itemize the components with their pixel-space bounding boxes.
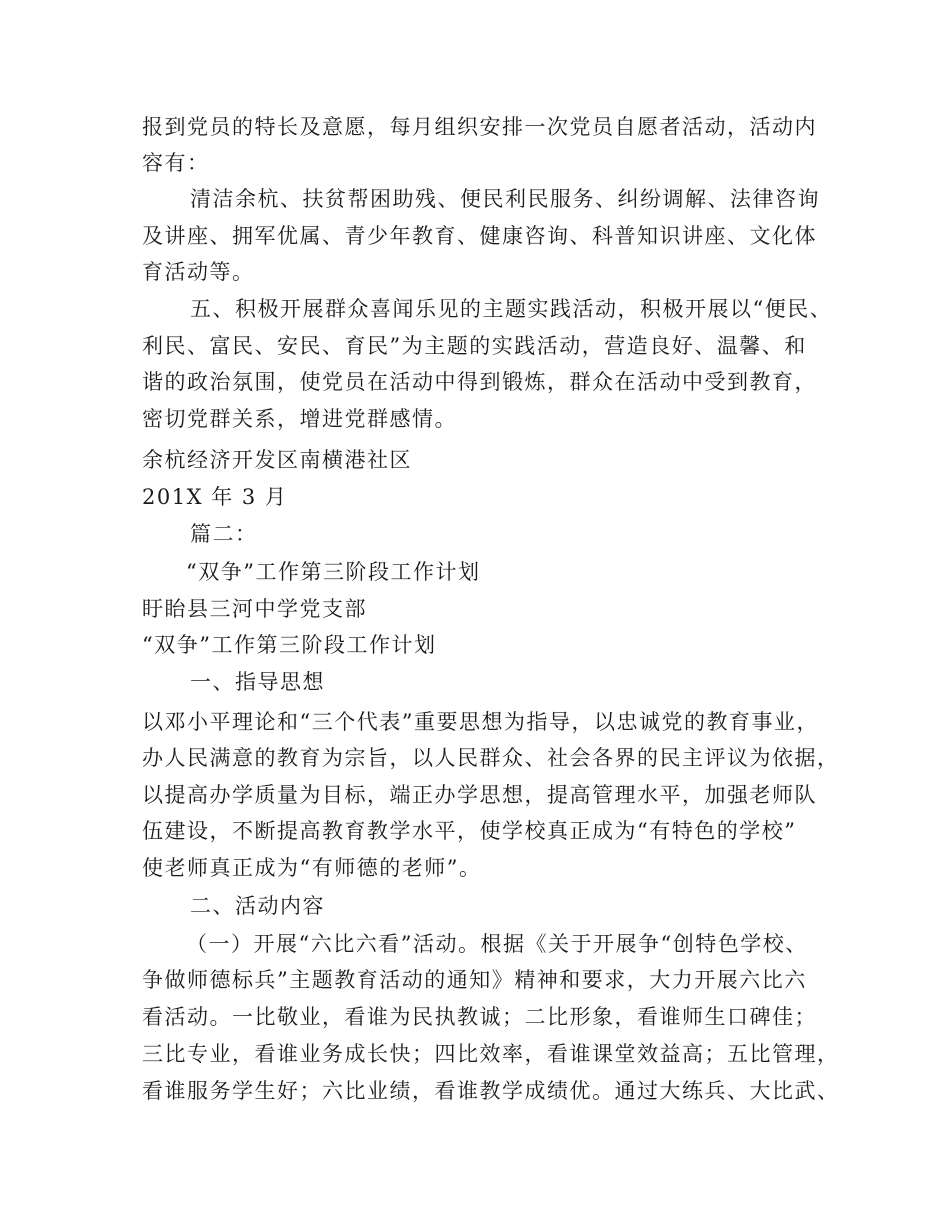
paragraph-line: 清洁余杭、扶贫帮困助残、便民利民服务、纠纷调解、法律咨询 (190, 187, 820, 211)
paragraph-line: 三比专业，看谁业务成长快；四比效率，看谁课堂效益高；五比管理， (142, 1042, 840, 1066)
paragraph-line: 使老师真正成为“有师德的老师”。 (142, 856, 482, 880)
paragraph-line: 育活动等。 (142, 260, 255, 284)
paragraph-line: 容有： (142, 151, 210, 175)
section-heading: 一、指导思想 (190, 670, 325, 694)
paragraph-line: 以邓小平理论和“三个代表”重要思想为指导，以忠诚党的教育事业， (142, 710, 819, 734)
paragraph-line: 争做师德标兵”主题教育活动的通知》精神和要求，大力开展六比六 (142, 968, 807, 992)
paragraph-line: 及讲座、拥军优属、青少年教育、健康咨询、科普知识讲座、文化体 (142, 224, 817, 248)
paragraph-line: 看谁服务学生好；六比业绩，看谁教学成绩优。通过大练兵、大比武、 (142, 1079, 840, 1103)
paragraph-line: 五、积极开展群众喜闻乐见的主题实践活动，积极开展以“便民、 (190, 297, 833, 321)
document-title: “双争”工作第三阶段工作计划 (186, 560, 481, 584)
section-heading: 篇二： (190, 522, 258, 546)
paragraph-line: （一）开展“六比六看”活动。根据《关于开展争“创特色学校、 (186, 932, 808, 956)
paragraph-line: 报到党员的特长及意愿，每月组织安排一次党员自愿者活动，活动内 (142, 115, 817, 139)
paragraph-line: 伍建设，不断提高教育教学水平，使学校真正成为“有特色的学校” (142, 819, 797, 843)
paragraph-line: 办人民满意的教育为宗旨，以人民群众、社会各界的民主评议为依据， (142, 746, 840, 770)
paragraph-line: 以提高办学质量为目标，端正办学思想，提高管理水平，加强老师队 (142, 783, 817, 807)
paragraph-line: 谐的政治氛围，使党员在活动中得到锻炼，群众在活动中受到教育， (142, 370, 817, 394)
signature-date: 201X 年 3 月 (142, 485, 288, 509)
paragraph-line: 看活动。一比敬业，看谁为民执教诚；二比形象，看谁师生口碑佳； (142, 1005, 817, 1029)
paragraph-line: 利民、富民、安民、育民”为主题的实践活动，营造良好、温馨、和 (142, 334, 807, 358)
organization-name: 盱眙县三河中学党支部 (142, 597, 367, 621)
document-subtitle: “双争”工作第三阶段工作计划 (142, 633, 437, 657)
section-heading: 二、活动内容 (190, 894, 325, 918)
paragraph-line: 密切党群关系，增进党群感情。 (142, 407, 457, 431)
signature-organization: 余杭经济开发区南横港社区 (142, 448, 412, 472)
